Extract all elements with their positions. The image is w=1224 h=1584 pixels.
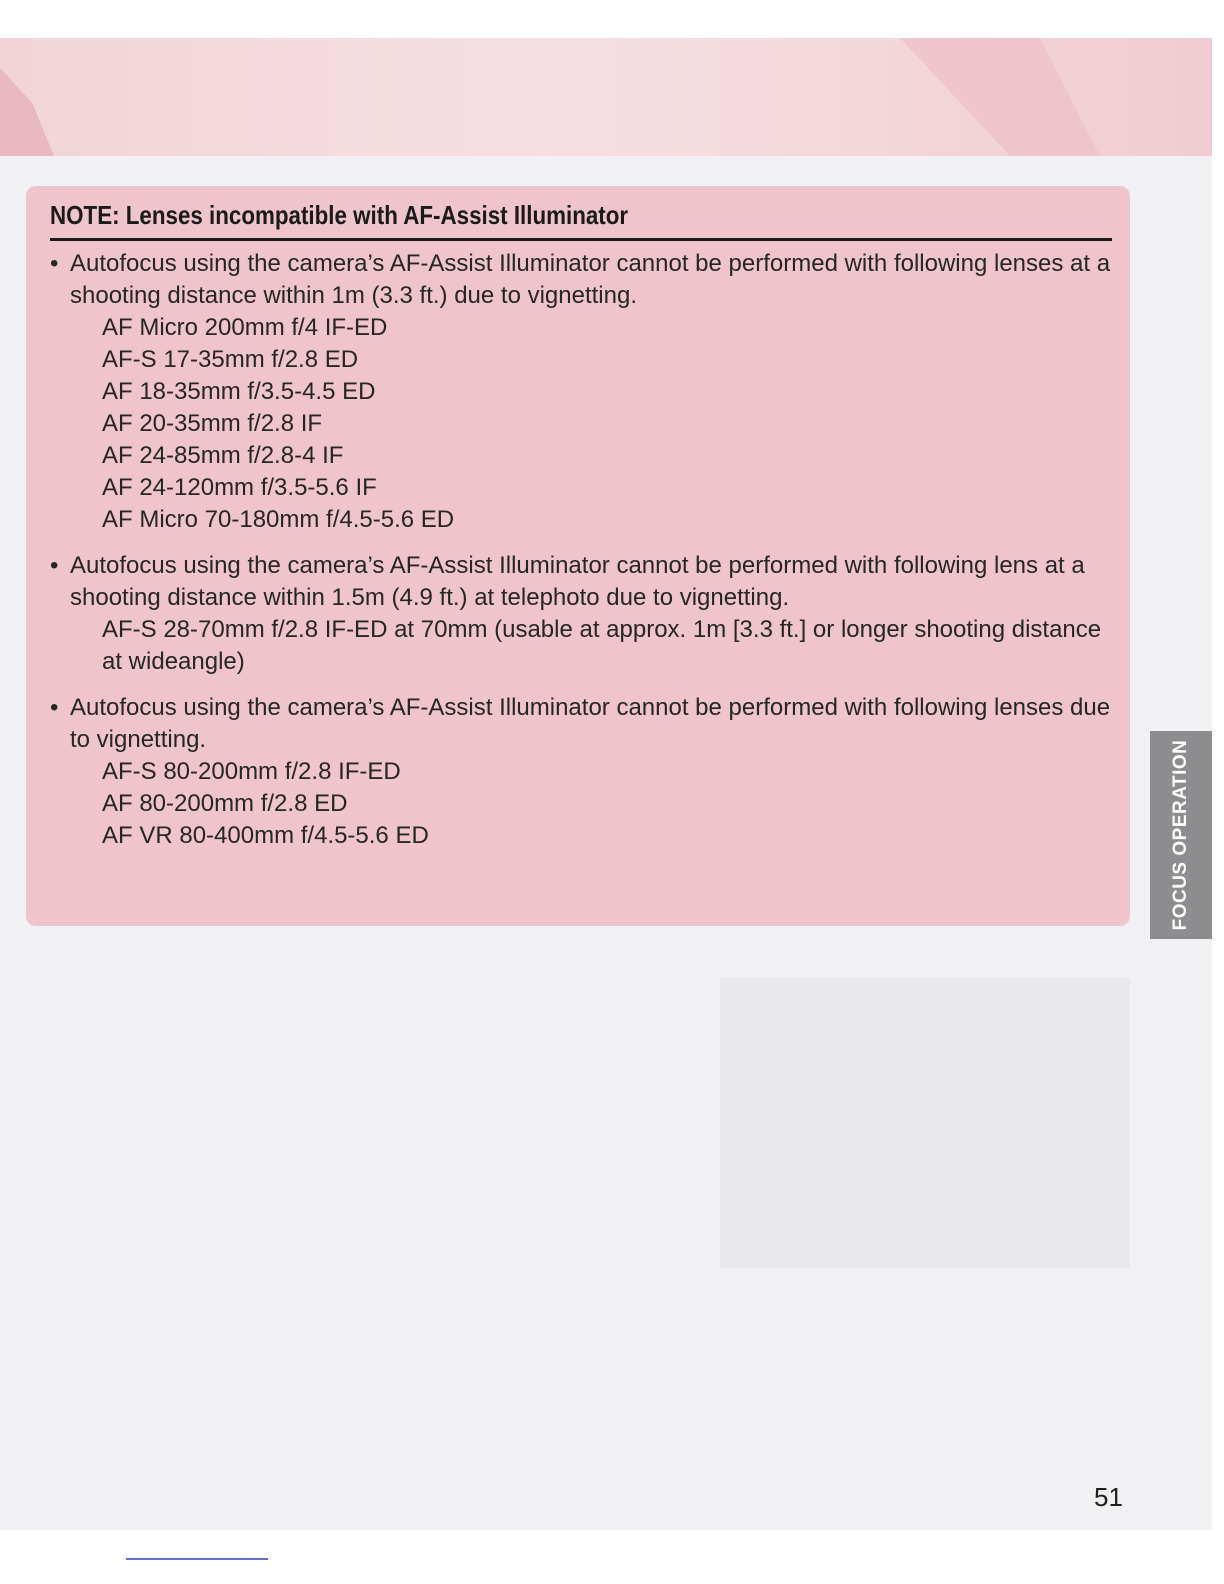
title-divider	[50, 238, 1112, 241]
note-title: NOTE: Lenses incompatible with AF-Assist Illuminator	[50, 200, 629, 230]
bullet-text: Autofocus using the camera’s AF-Assist Illuminator cannot be performed with following lenses due to vignetting.	[70, 694, 1111, 753]
lens-item: AF-S 17-35mm f/2.8 ED	[102, 346, 359, 373]
bleed-through-figure	[720, 978, 1130, 1268]
lens-item: AF 24-85mm f/2.8-4 IF	[102, 442, 344, 469]
lens-item: AF VR 80-400mm f/4.5-5.6 ED	[102, 822, 429, 849]
section-tab-label: FOCUS OPERATION	[1170, 739, 1191, 931]
bullet-text: Autofocus using the camera’s AF-Assist Illuminator cannot be performed with following lens at a shooting distance within 1.5m (4.9 ft.) at telephoto due to vignetting.	[70, 552, 1085, 611]
lens-item: AF-S 80-200mm f/2.8 IF-ED	[102, 758, 401, 785]
bullet-icon: •	[50, 552, 59, 579]
footer-line	[126, 1558, 268, 1560]
decorative-shape	[900, 38, 1100, 156]
lens-item: AF 18-35mm f/3.5-4.5 ED	[102, 378, 376, 405]
bullet-text: Autofocus using the camera’s AF-Assist Illuminator cannot be performed with following lenses at a shooting distance within 1m (3.3 ft.) due to vignetting.	[70, 250, 1111, 309]
lens-item: AF-S 28-70mm f/2.8 IF-ED at 70mm (usable at approx. 1m [3.3 ft.] or longer shooting distance at wideangle)	[102, 616, 1102, 675]
decorative-shape	[0, 68, 54, 156]
lens-item: AF Micro 200mm f/4 IF-ED	[102, 314, 388, 341]
lens-list	[70, 756, 1118, 852]
bullet-icon: •	[50, 250, 59, 277]
note-bullet-item	[48, 692, 1118, 852]
lens-item: AF Micro 70-180mm f/4.5-5.6 ED	[102, 506, 455, 533]
header-decoration	[0, 38, 1212, 156]
bullet-icon: •	[50, 694, 59, 721]
lens-item: AF 80-200mm f/2.8 ED	[102, 790, 348, 817]
lens-list	[70, 614, 1118, 678]
note-bullet-item	[48, 550, 1118, 678]
note-bullet-list	[48, 248, 1118, 866]
lens-item: AF 20-35mm f/2.8 IF	[102, 410, 323, 437]
note-box	[26, 186, 1130, 926]
lens-item: AF 24-120mm f/3.5-5.6 IF	[102, 474, 377, 501]
manual-page	[0, 38, 1212, 1530]
page-number: 51	[1094, 1482, 1123, 1512]
note-bullet-item	[48, 248, 1118, 536]
lens-list	[70, 312, 1118, 536]
